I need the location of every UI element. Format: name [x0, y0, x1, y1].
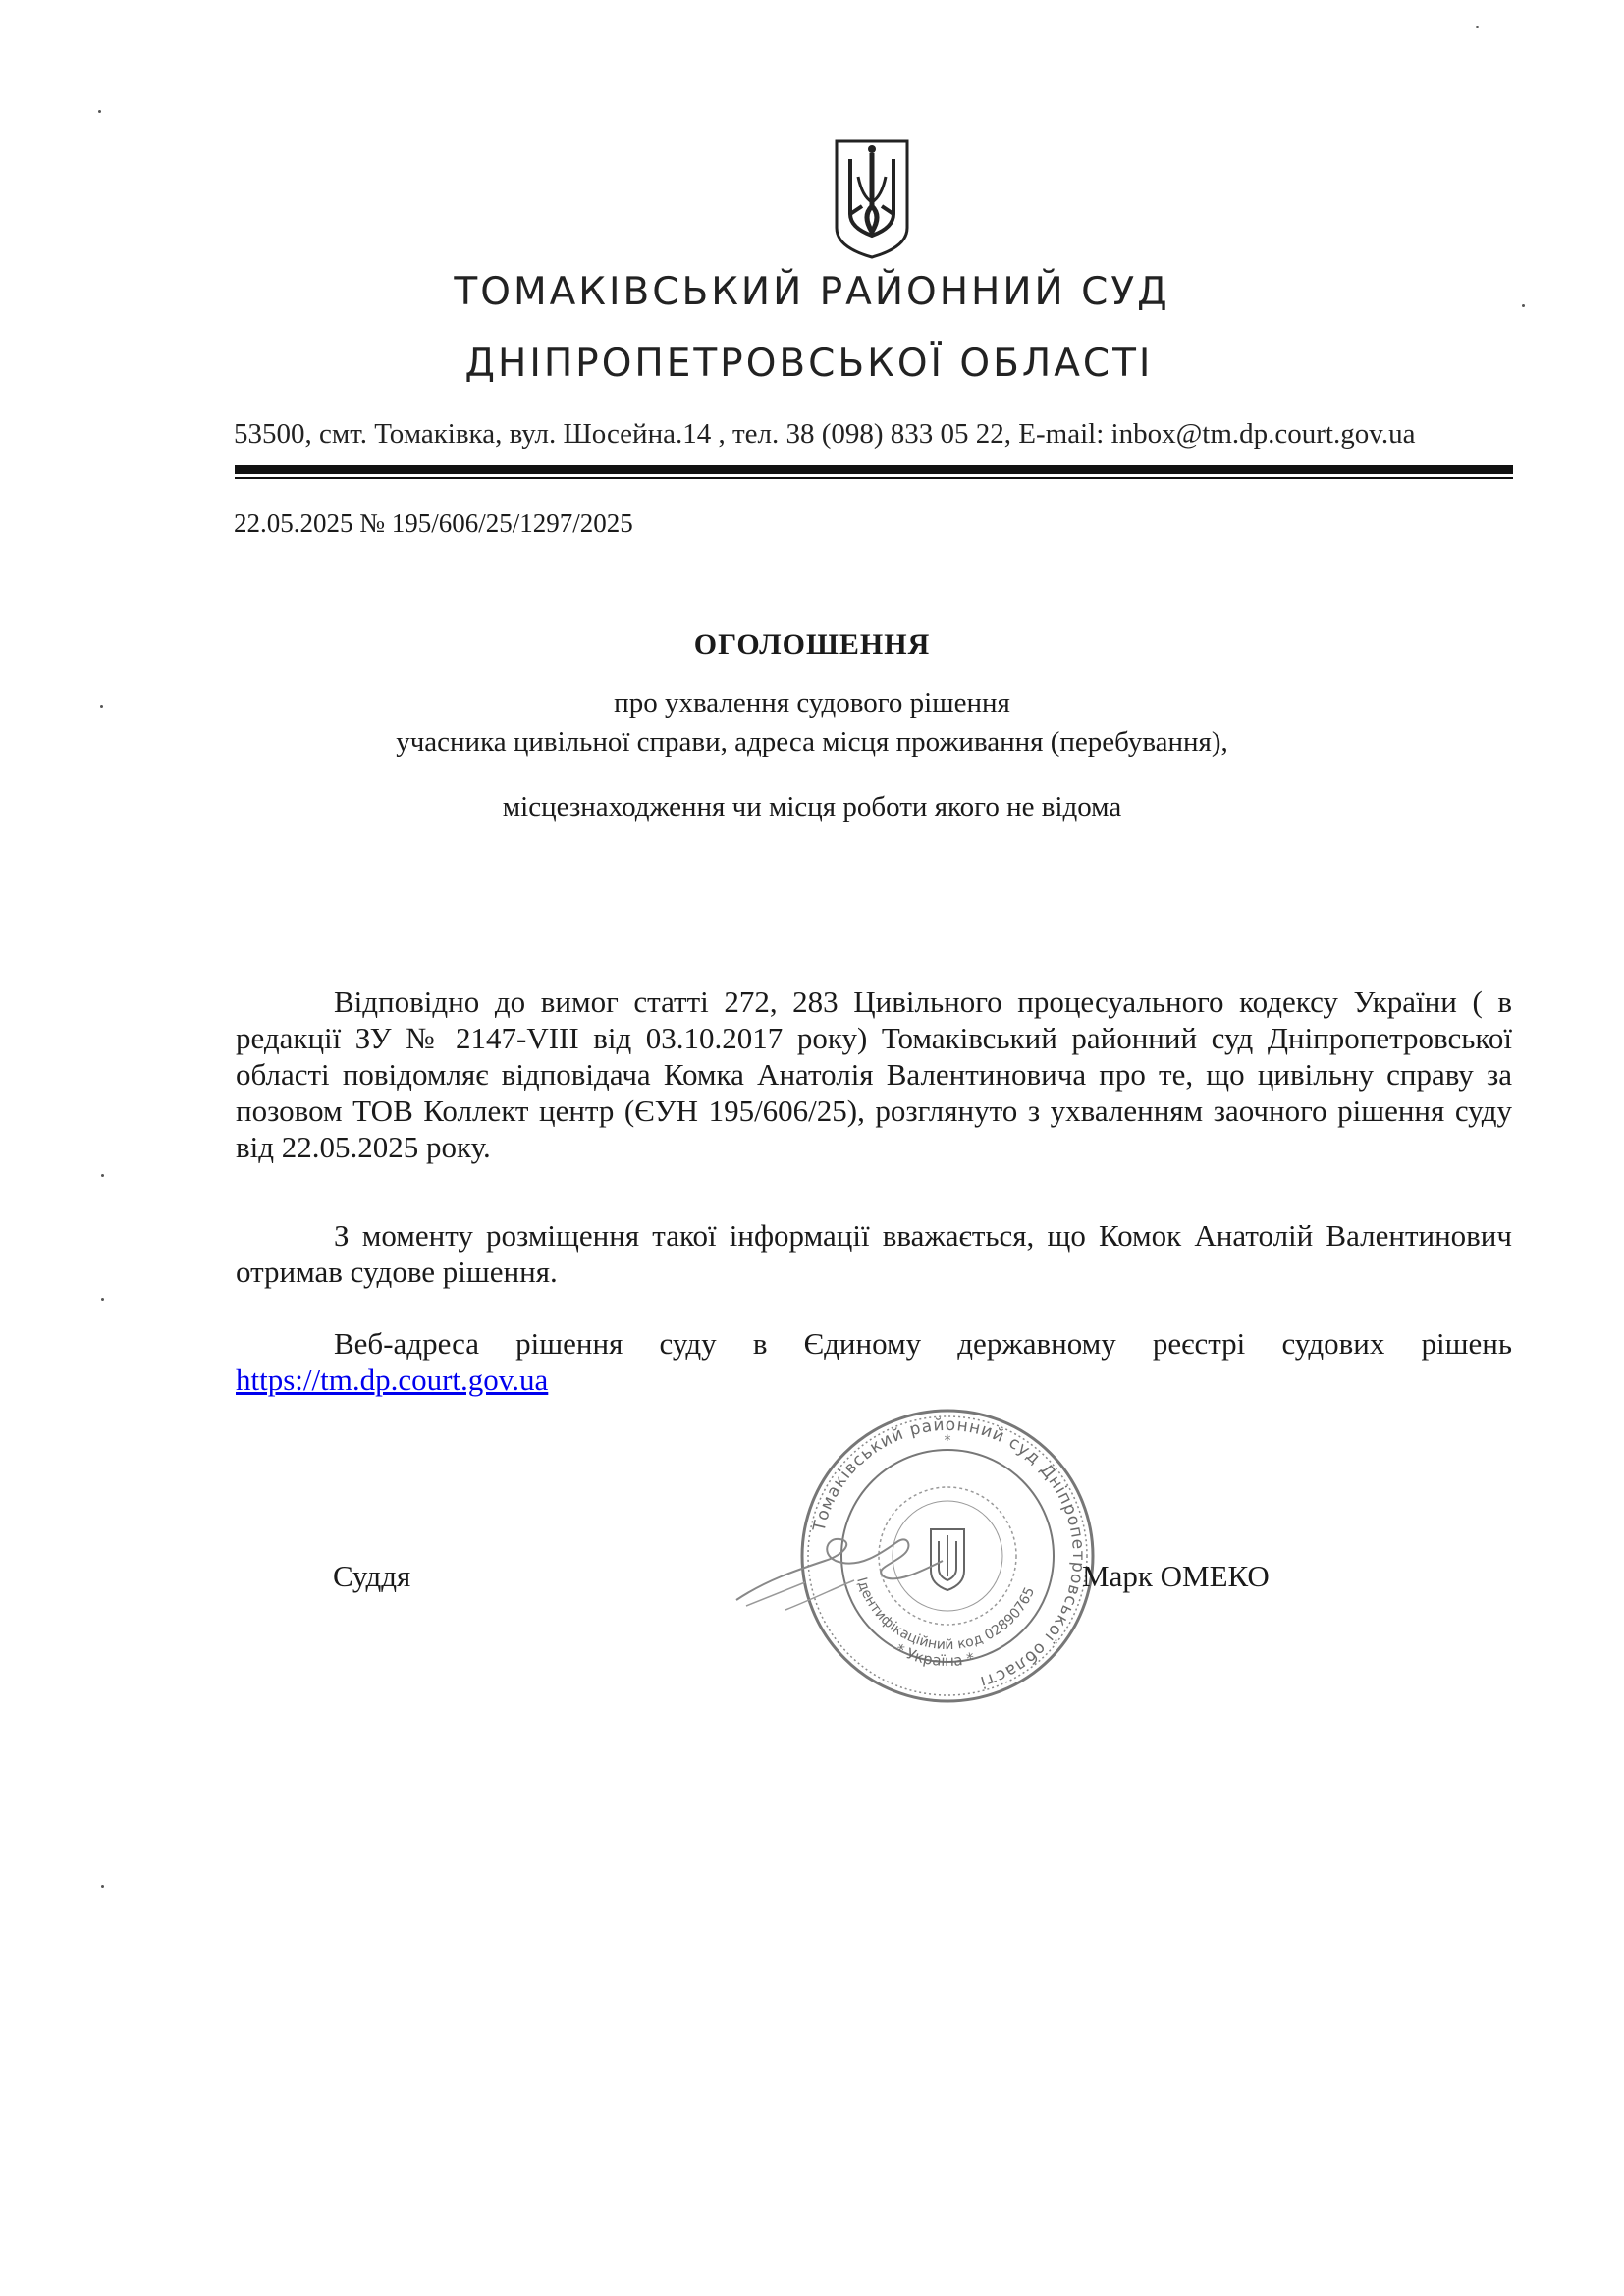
scan-speck [101, 1885, 104, 1888]
body-paragraph-2: З моменту розміщення такої інформації вважається, що Комок Анатолій Валентинович отримав судове рішення. [236, 1218, 1512, 1289]
scan-speck [1476, 26, 1479, 28]
scan-speck [101, 1174, 104, 1177]
stamp-inner-text: Ідентифікаційний код 02890765 [853, 1575, 1039, 1654]
judge-signature [727, 1512, 952, 1620]
judge-name: Марк ОМЕКО [1082, 1559, 1270, 1593]
body-paragraph-3 [236, 1325, 1512, 1398]
scan-speck [100, 705, 103, 708]
registry-address-text: Веб-адреса рішення суду в Єдиному державному реєстрі судових рішень [334, 1326, 1512, 1361]
announcement-subtitle-line2: учасника цивільної справи, адреса місця проживання (перебування), [396, 726, 1228, 758]
body-paragraph-1: Відповідно до вимог статті 272, 283 Цивільного процесуального кодексу України ( в редакції ЗУ № 2147-VIII від 03.10.2017 року) Томаківський районний суд Дніпропетровської області повідомляє відповідача Комка Анатолія Валентиновича про те, що цивільну справу за позовом ТОВ Коллект центр (ЄУН 195/606/25), розглянуто з ухваленням заочного рішення суду від 22.05.2025 року. [236, 985, 1512, 1164]
announcement-subtitle-line1: про ухвалення судового рішення [614, 687, 1010, 719]
court-name-line1: ТОМАКІВСЬКИЙ РАЙОННИЙ СУД [454, 270, 1170, 314]
judge-role-label: Суддя [333, 1559, 411, 1593]
stamp-bottom-text: * Україна * [893, 1639, 977, 1671]
announcement-title: ОГОЛОШЕННЯ [693, 628, 931, 661]
announcement-subtitle-line3: місцезнаходження чи місця роботи якого не відома [502, 791, 1122, 823]
svg-text:*: * [944, 1433, 951, 1449]
reference-number: 22.05.2025 № 195/606/25/1297/2025 [234, 508, 633, 538]
scan-speck [101, 1298, 104, 1301]
header-rule-thick [235, 465, 1513, 474]
scan-speck [1522, 304, 1525, 307]
header-rule-thin [235, 477, 1513, 479]
scan-speck [98, 110, 101, 113]
registry-url-link[interactable]: https://tm.dp.court.gov.ua [236, 1362, 549, 1397]
coat-of-arms-icon [833, 137, 911, 261]
stamp-outer-text: Томаківський районний суд Дніпропетровської області [809, 1415, 1089, 1692]
court-name-line2: ДНІПРОПЕТРОВСЬКОЇ ОБЛАСТІ [464, 342, 1154, 386]
court-contacts: 53500, смт. Томаківка, вул. Шосейна.14 , тел. 38 (098) 833 05 22, E-mail: inbox@tm.dp.court.gov.ua [234, 418, 1416, 450]
